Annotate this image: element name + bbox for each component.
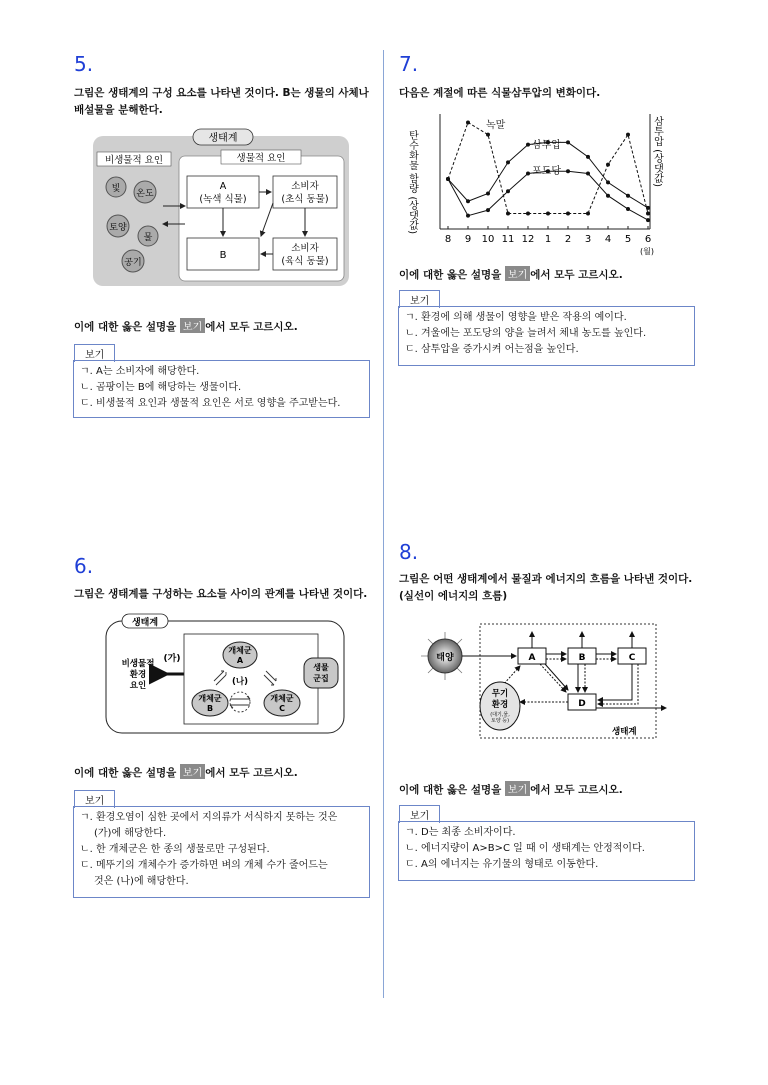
instruction-text-end: 에서 모두 고르시오. bbox=[530, 784, 623, 796]
data-point bbox=[626, 207, 630, 211]
x-tick-label: 12 bbox=[521, 234, 535, 245]
x-tick-label: 6 bbox=[644, 234, 652, 245]
x-tick-label: 3 bbox=[584, 234, 592, 245]
series-label-1: 녹말 bbox=[486, 120, 506, 131]
inorg-2: 환경 bbox=[491, 700, 509, 710]
data-point bbox=[626, 133, 630, 137]
env-label-3: 요인 bbox=[129, 681, 147, 691]
data-point bbox=[466, 214, 470, 218]
column-divider bbox=[383, 50, 384, 998]
abiotic-label: 비생물적 요인 bbox=[104, 155, 164, 166]
eco-title-6: 생태계 bbox=[131, 618, 159, 628]
instruction-text-end: 에서 모두 고르시오. bbox=[205, 321, 298, 333]
x-tick-label: 8 bbox=[444, 234, 452, 245]
question-5-number: 5. bbox=[74, 52, 94, 76]
comm-1: 생물 bbox=[313, 663, 329, 672]
pop-c-2: C bbox=[279, 704, 285, 713]
option-3: ㄷ. 비생물적 요인과 생물적 요인은 서로 영향을 주고받는다. bbox=[80, 398, 341, 409]
data-point bbox=[606, 163, 610, 167]
bogi-tag: 보기 bbox=[180, 764, 205, 779]
question-5-bogi-label: 보기 bbox=[74, 344, 115, 362]
light-label: 빛 bbox=[111, 184, 121, 194]
question-8-options bbox=[398, 821, 695, 881]
question-6-options bbox=[73, 806, 370, 898]
series-label-3: 포도당 bbox=[532, 166, 561, 177]
x-tick-label: 11 bbox=[501, 234, 515, 245]
data-point bbox=[466, 120, 470, 124]
ecosystem-components-diagram bbox=[93, 128, 349, 288]
consumer1-desc: (초식 동물) bbox=[281, 194, 329, 205]
option-1: ㄱ. 환경에 의해 생물이 영향을 받은 작용의 예이다. bbox=[405, 312, 627, 323]
option-1: ㄱ. D는 최종 소비자이다. bbox=[405, 827, 516, 838]
pop-a-1: 개체군 bbox=[228, 646, 252, 655]
y-label-right: 삼투압 (상댓값) bbox=[651, 116, 663, 187]
data-point bbox=[646, 211, 650, 215]
label-na: (나) bbox=[232, 677, 248, 687]
inorg-3: (대기,물, bbox=[490, 712, 510, 718]
question-5-text: 그림은 생태계의 구성 요소를 나타낸 것이다. B는 생물의 사체나 배설물을 분해한다. bbox=[74, 87, 369, 116]
pop-b-1: 개체군 bbox=[198, 694, 222, 703]
option-1: ㄱ. A는 소비자에 해당한다. bbox=[80, 366, 200, 377]
x-tick-label: 5 bbox=[624, 234, 632, 245]
bogi-tag: 보기 bbox=[505, 781, 530, 796]
data-point bbox=[586, 172, 590, 176]
env-label-2: 환경 bbox=[129, 670, 147, 680]
energy-flow-diagram bbox=[420, 620, 670, 744]
question-5-instruction bbox=[74, 318, 298, 334]
temp-label: 온도 bbox=[136, 189, 154, 199]
bogi-tag: 보기 bbox=[180, 318, 205, 333]
question-8-text-line1: 그림은 어떤 생태계에서 물질과 에너지의 흐름을 나타낸 것이다. bbox=[399, 573, 693, 585]
data-point bbox=[466, 199, 470, 203]
env-label-1: 비생물적 bbox=[121, 659, 155, 669]
series-label-2: 삼투압 bbox=[532, 140, 561, 151]
data-point bbox=[606, 180, 610, 184]
question-6-instruction bbox=[74, 764, 298, 780]
data-point bbox=[506, 160, 510, 164]
x-unit: (월) bbox=[640, 247, 654, 256]
instruction-text: 이에 대한 옳은 설명을 bbox=[399, 269, 505, 281]
pop-c-1: 개체군 bbox=[270, 694, 294, 703]
question-8-instruction bbox=[399, 781, 623, 797]
option-1: ㄱ. 환경오염이 심한 곳에서 지의류가 서식하지 못하는 것은 bbox=[80, 812, 338, 823]
sun-label: 태양 bbox=[436, 653, 454, 663]
data-point bbox=[526, 143, 530, 147]
data-point bbox=[546, 211, 550, 215]
water-label: 물 bbox=[143, 233, 153, 243]
instruction-text-end: 에서 모두 고르시오. bbox=[205, 767, 298, 779]
option-2: ㄴ. 한 개체군은 한 종의 생물로만 구성된다. bbox=[80, 844, 270, 855]
data-point bbox=[446, 177, 450, 181]
data-point bbox=[586, 155, 590, 159]
instruction-text-end: 에서 모두 고르시오. bbox=[530, 269, 623, 281]
instruction-text: 이에 대한 옳은 설명을 bbox=[74, 767, 180, 779]
x-tick-label: 10 bbox=[481, 234, 495, 245]
option-2: ㄴ. 에너지량이 A>B>C 일 때 이 생태계는 안정적이다. bbox=[405, 843, 645, 854]
question-6-text: 그림은 생태계를 구성하는 요소들 사이의 관계를 나타낸 것이다. bbox=[74, 588, 368, 600]
question-8-text-line2: (실선이 에너지의 흐름) bbox=[399, 590, 508, 602]
comm-2: 군집 bbox=[313, 674, 329, 683]
data-point bbox=[486, 133, 490, 137]
data-point bbox=[586, 211, 590, 215]
question-8-bogi-label: 보기 bbox=[399, 805, 440, 823]
question-6-number: 6. bbox=[74, 554, 94, 578]
node-a-desc: (녹색 식물) bbox=[199, 194, 247, 205]
node-b-8: B bbox=[578, 653, 586, 663]
bogi-tag: 보기 bbox=[505, 266, 530, 281]
inorg-4: 토양 등) bbox=[490, 718, 510, 724]
instruction-text: 이에 대한 옳은 설명을 bbox=[74, 321, 180, 333]
data-point bbox=[626, 194, 630, 198]
node-c-8: C bbox=[628, 653, 636, 663]
question-7-text: 다음은 계절에 따른 식물삼투압의 변화이다. bbox=[399, 87, 601, 99]
data-point bbox=[506, 211, 510, 215]
consumer2-desc: (육식 동물) bbox=[281, 256, 329, 267]
consumer1: 소비자 bbox=[291, 181, 319, 192]
node-d-8: D bbox=[578, 699, 586, 709]
question-7-number: 7. bbox=[399, 52, 419, 76]
question-6-bogi-label: 보기 bbox=[74, 790, 115, 808]
y-label-left: 탄수화물 함량 (상댓값) bbox=[406, 130, 418, 235]
label-ga: (가) bbox=[163, 654, 181, 664]
question-7-bogi-label: 보기 bbox=[399, 290, 440, 308]
consumer2: 소비자 bbox=[291, 243, 319, 254]
question-8-number: 8. bbox=[399, 540, 419, 564]
data-point bbox=[526, 211, 530, 215]
node-a: A bbox=[219, 181, 227, 192]
data-point bbox=[506, 189, 510, 193]
x-tick-label: 4 bbox=[604, 234, 612, 245]
data-point bbox=[646, 218, 650, 222]
osmotic-pressure-chart bbox=[404, 110, 668, 258]
x-tick-label: 2 bbox=[564, 234, 572, 245]
option-3-cont: 것은 (나)에 해당한다. bbox=[94, 876, 189, 887]
question-7-instruction bbox=[399, 266, 623, 282]
data-point bbox=[646, 206, 650, 210]
inorg-1: 무기 bbox=[491, 689, 509, 699]
question-7-options bbox=[398, 306, 695, 366]
option-2: ㄴ. 곰팡이는 B에 해당하는 생물이다. bbox=[80, 382, 242, 393]
biotic-label: 생물적 요인 bbox=[236, 153, 286, 164]
option-1-cont: (가)에 해당한다. bbox=[94, 828, 167, 839]
pop-a-2: A bbox=[236, 656, 244, 665]
option-2: ㄴ. 겨울에는 포도당의 양을 늘려서 체내 농도를 높인다. bbox=[405, 328, 647, 339]
question-5-options bbox=[73, 360, 370, 418]
data-point bbox=[606, 194, 610, 198]
x-tick-label: 1 bbox=[544, 234, 552, 245]
question-8-text bbox=[399, 571, 719, 605]
air-label: 공기 bbox=[124, 258, 142, 268]
instruction-text: 이에 대한 옳은 설명을 bbox=[399, 784, 505, 796]
node-b: B bbox=[219, 250, 227, 261]
option-3: ㄷ. 메뚜기의 개체수가 증가하면 벼의 개체 수가 줄어드는 bbox=[80, 860, 328, 871]
option-3: ㄷ. A의 에너지는 유기물의 형태로 이동한다. bbox=[405, 859, 599, 870]
data-point bbox=[566, 211, 570, 215]
ecosystem-relations-diagram bbox=[104, 611, 346, 735]
option-3: ㄷ. 삼투압을 증가시켜 어는점을 높인다. bbox=[405, 344, 579, 355]
data-point bbox=[526, 172, 530, 176]
data-point bbox=[566, 140, 570, 144]
eco-label-8: 생태계 bbox=[612, 727, 637, 737]
data-point bbox=[486, 191, 490, 195]
soil-label: 토양 bbox=[109, 223, 127, 233]
node-a-8: A bbox=[528, 653, 536, 663]
x-tick-label: 9 bbox=[464, 234, 472, 245]
data-point bbox=[566, 169, 570, 173]
data-point bbox=[486, 208, 490, 212]
eco-title: 생태계 bbox=[208, 133, 238, 144]
pop-b-2: B bbox=[206, 704, 214, 713]
